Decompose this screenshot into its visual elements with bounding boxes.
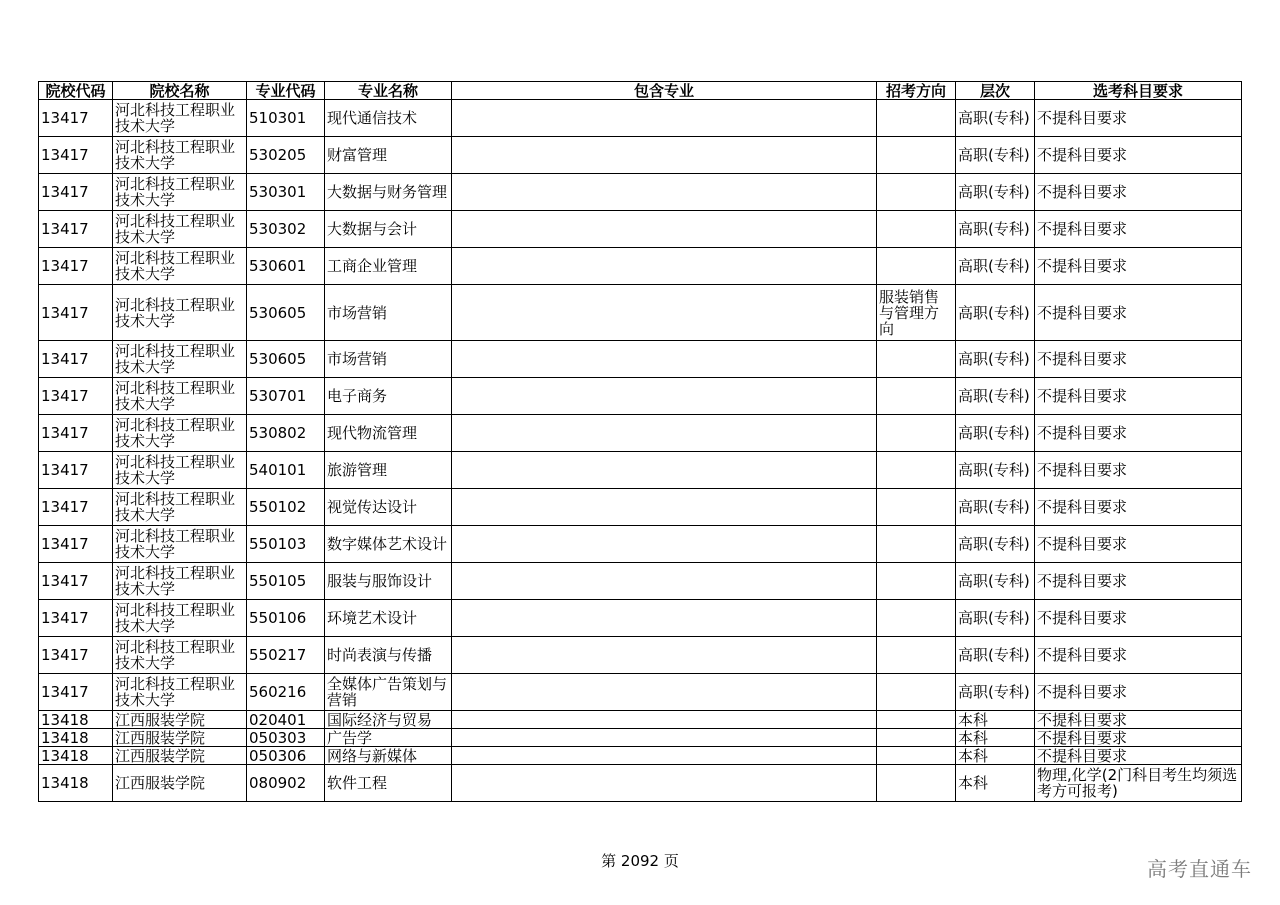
cell-subject-requirement: 不提科目要求 [1035,526,1242,563]
cell-school-code: 13418 [39,711,113,729]
cell-included-majors [452,489,877,526]
cell-direction [877,765,956,802]
cell-subject-requirement: 不提科目要求 [1035,211,1242,248]
cell-direction [877,563,956,600]
cell-included-majors [452,563,877,600]
cell-major-code: 550217 [247,637,325,674]
cell-major-name: 环境艺术设计 [325,600,452,637]
cell-level: 高职(专科) [956,452,1035,489]
major-requirements-table [38,81,1242,802]
cell-subject-requirement: 不提科目要求 [1035,674,1242,711]
cell-level: 本科 [956,711,1035,729]
cell-included-majors [452,378,877,415]
cell-subject-requirement: 不提科目要求 [1035,341,1242,378]
cell-subject-requirement: 物理,化学(2门科目考生均须选考方可报考) [1035,765,1242,802]
cell-direction [877,174,956,211]
header-direction: 招考方向 [877,82,956,100]
cell-major-name: 服装与服饰设计 [325,563,452,600]
cell-major-code: 530701 [247,378,325,415]
cell-included-majors [452,526,877,563]
header-school-name: 院校名称 [113,82,247,100]
cell-level: 高职(专科) [956,341,1035,378]
cell-level: 高职(专科) [956,415,1035,452]
cell-major-code: 530302 [247,211,325,248]
table-row [39,637,1242,674]
cell-major-name: 大数据与会计 [325,211,452,248]
cell-included-majors [452,747,877,765]
cell-direction [877,341,956,378]
cell-school-code: 13417 [39,378,113,415]
cell-major-name: 工商企业管理 [325,248,452,285]
cell-major-name: 市场营销 [325,285,452,341]
cell-school-name: 江西服装学院 [113,729,247,747]
cell-subject-requirement: 不提科目要求 [1035,452,1242,489]
table-row [39,415,1242,452]
table-row [39,341,1242,378]
cell-major-code: 050306 [247,747,325,765]
cell-school-code: 13418 [39,729,113,747]
table-row [39,378,1242,415]
cell-school-code: 13417 [39,285,113,341]
cell-level: 高职(专科) [956,600,1035,637]
cell-major-code: 080902 [247,765,325,802]
cell-school-code: 13418 [39,747,113,765]
cell-subject-requirement: 不提科目要求 [1035,378,1242,415]
cell-direction [877,674,956,711]
cell-subject-requirement: 不提科目要求 [1035,100,1242,137]
table-row [39,563,1242,600]
cell-school-name: 河北科技工程职业技术大学 [113,285,247,341]
cell-direction [877,378,956,415]
cell-included-majors [452,637,877,674]
cell-school-code: 13417 [39,563,113,600]
cell-subject-requirement: 不提科目要求 [1035,285,1242,341]
cell-direction: 服装销售与管理方向 [877,285,956,341]
cell-school-name: 河北科技工程职业技术大学 [113,637,247,674]
cell-major-name: 现代通信技术 [325,100,452,137]
cell-school-code: 13417 [39,452,113,489]
header-major-name: 专业名称 [325,82,452,100]
cell-included-majors [452,729,877,747]
cell-school-name: 河北科技工程职业技术大学 [113,600,247,637]
cell-included-majors [452,452,877,489]
cell-included-majors [452,765,877,802]
cell-major-code: 050303 [247,729,325,747]
cell-major-name: 广告学 [325,729,452,747]
cell-major-code: 550103 [247,526,325,563]
table-row [39,211,1242,248]
cell-direction [877,211,956,248]
table-row [39,100,1242,137]
cell-level: 高职(专科) [956,285,1035,341]
cell-subject-requirement: 不提科目要求 [1035,747,1242,765]
cell-level: 本科 [956,747,1035,765]
cell-major-code: 530301 [247,174,325,211]
cell-subject-requirement: 不提科目要求 [1035,711,1242,729]
cell-major-name: 国际经济与贸易 [325,711,452,729]
cell-major-name: 大数据与财务管理 [325,174,452,211]
table-row [39,600,1242,637]
table-row [39,452,1242,489]
cell-included-majors [452,415,877,452]
cell-included-majors [452,174,877,211]
cell-major-code: 540101 [247,452,325,489]
cell-subject-requirement: 不提科目要求 [1035,563,1242,600]
cell-major-code: 550105 [247,563,325,600]
cell-level: 高职(专科) [956,526,1035,563]
header-school-code: 院校代码 [39,82,113,100]
cell-school-name: 江西服装学院 [113,711,247,729]
cell-school-name: 河北科技工程职业技术大学 [113,452,247,489]
table-row [39,711,1242,729]
cell-school-name: 河北科技工程职业技术大学 [113,174,247,211]
cell-subject-requirement: 不提科目要求 [1035,174,1242,211]
cell-school-name: 江西服装学院 [113,747,247,765]
cell-subject-requirement: 不提科目要求 [1035,600,1242,637]
cell-school-code: 13417 [39,248,113,285]
cell-level: 本科 [956,765,1035,802]
header-level: 层次 [956,82,1035,100]
cell-school-code: 13417 [39,526,113,563]
cell-school-code: 13417 [39,211,113,248]
cell-direction [877,137,956,174]
cell-direction [877,452,956,489]
cell-school-name: 河北科技工程职业技术大学 [113,563,247,600]
cell-subject-requirement: 不提科目要求 [1035,415,1242,452]
cell-direction [877,526,956,563]
cell-major-name: 旅游管理 [325,452,452,489]
cell-included-majors [452,600,877,637]
cell-level: 高职(专科) [956,674,1035,711]
table-body [39,100,1242,802]
cell-major-code: 550106 [247,600,325,637]
table-row [39,526,1242,563]
cell-direction [877,747,956,765]
cell-level: 高职(专科) [956,637,1035,674]
cell-direction [877,711,956,729]
cell-level: 高职(专科) [956,174,1035,211]
cell-major-name: 视觉传达设计 [325,489,452,526]
cell-school-name: 江西服装学院 [113,765,247,802]
cell-school-code: 13417 [39,100,113,137]
cell-major-code: 560216 [247,674,325,711]
table-row [39,747,1242,765]
table-header-row [39,82,1242,100]
cell-major-name: 现代物流管理 [325,415,452,452]
cell-school-name: 河北科技工程职业技术大学 [113,100,247,137]
cell-school-code: 13417 [39,174,113,211]
cell-major-code: 530205 [247,137,325,174]
cell-school-name: 河北科技工程职业技术大学 [113,415,247,452]
cell-level: 高职(专科) [956,563,1035,600]
cell-major-name: 电子商务 [325,378,452,415]
table-row [39,137,1242,174]
cell-school-name: 河北科技工程职业技术大学 [113,137,247,174]
cell-school-code: 13418 [39,765,113,802]
cell-major-name: 软件工程 [325,765,452,802]
cell-major-name: 数字媒体艺术设计 [325,526,452,563]
cell-direction [877,248,956,285]
cell-included-majors [452,100,877,137]
cell-major-name: 财富管理 [325,137,452,174]
cell-included-majors [452,137,877,174]
cell-major-name: 网络与新媒体 [325,747,452,765]
cell-level: 高职(专科) [956,248,1035,285]
table-row [39,674,1242,711]
cell-included-majors [452,711,877,729]
cell-school-code: 13417 [39,637,113,674]
cell-major-code: 550102 [247,489,325,526]
cell-school-name: 河北科技工程职业技术大学 [113,526,247,563]
cell-included-majors [452,341,877,378]
cell-major-code: 530802 [247,415,325,452]
major-table-container [38,81,1242,802]
cell-major-name: 时尚表演与传播 [325,637,452,674]
watermark-text: 高考直通车 [1147,857,1252,881]
table-row [39,489,1242,526]
cell-level: 高职(专科) [956,489,1035,526]
cell-school-code: 13417 [39,137,113,174]
cell-direction [877,729,956,747]
cell-school-name: 河北科技工程职业技术大学 [113,341,247,378]
cell-direction [877,637,956,674]
cell-school-code: 13417 [39,600,113,637]
cell-school-code: 13417 [39,415,113,452]
table-row [39,729,1242,747]
cell-school-name: 河北科技工程职业技术大学 [113,489,247,526]
table-row [39,765,1242,802]
header-major-code: 专业代码 [247,82,325,100]
cell-major-name: 全媒体广告策划与营销 [325,674,452,711]
cell-major-code: 530605 [247,341,325,378]
cell-school-code: 13417 [39,341,113,378]
cell-school-code: 13417 [39,489,113,526]
table-row [39,248,1242,285]
cell-subject-requirement: 不提科目要求 [1035,637,1242,674]
cell-level: 高职(专科) [956,137,1035,174]
cell-school-name: 河北科技工程职业技术大学 [113,211,247,248]
cell-direction [877,100,956,137]
page-number: 第 2092 页 [601,852,679,870]
cell-school-name: 河北科技工程职业技术大学 [113,378,247,415]
cell-school-name: 河北科技工程职业技术大学 [113,248,247,285]
cell-major-code: 530605 [247,285,325,341]
cell-included-majors [452,285,877,341]
cell-major-name: 市场营销 [325,341,452,378]
cell-level: 本科 [956,729,1035,747]
cell-level: 高职(专科) [956,378,1035,415]
cell-included-majors [452,248,877,285]
cell-subject-requirement: 不提科目要求 [1035,729,1242,747]
cell-subject-requirement: 不提科目要求 [1035,489,1242,526]
cell-direction [877,600,956,637]
cell-direction [877,415,956,452]
cell-subject-requirement: 不提科目要求 [1035,137,1242,174]
cell-included-majors [452,211,877,248]
cell-direction [877,489,956,526]
header-subject-requirement: 选考科目要求 [1035,82,1242,100]
cell-level: 高职(专科) [956,211,1035,248]
table-row [39,285,1242,341]
cell-major-code: 510301 [247,100,325,137]
header-included-majors: 包含专业 [452,82,877,100]
cell-subject-requirement: 不提科目要求 [1035,248,1242,285]
cell-major-code: 020401 [247,711,325,729]
cell-level: 高职(专科) [956,100,1035,137]
cell-school-code: 13417 [39,674,113,711]
table-row [39,174,1242,211]
cell-school-name: 河北科技工程职业技术大学 [113,674,247,711]
cell-major-code: 530601 [247,248,325,285]
cell-included-majors [452,674,877,711]
